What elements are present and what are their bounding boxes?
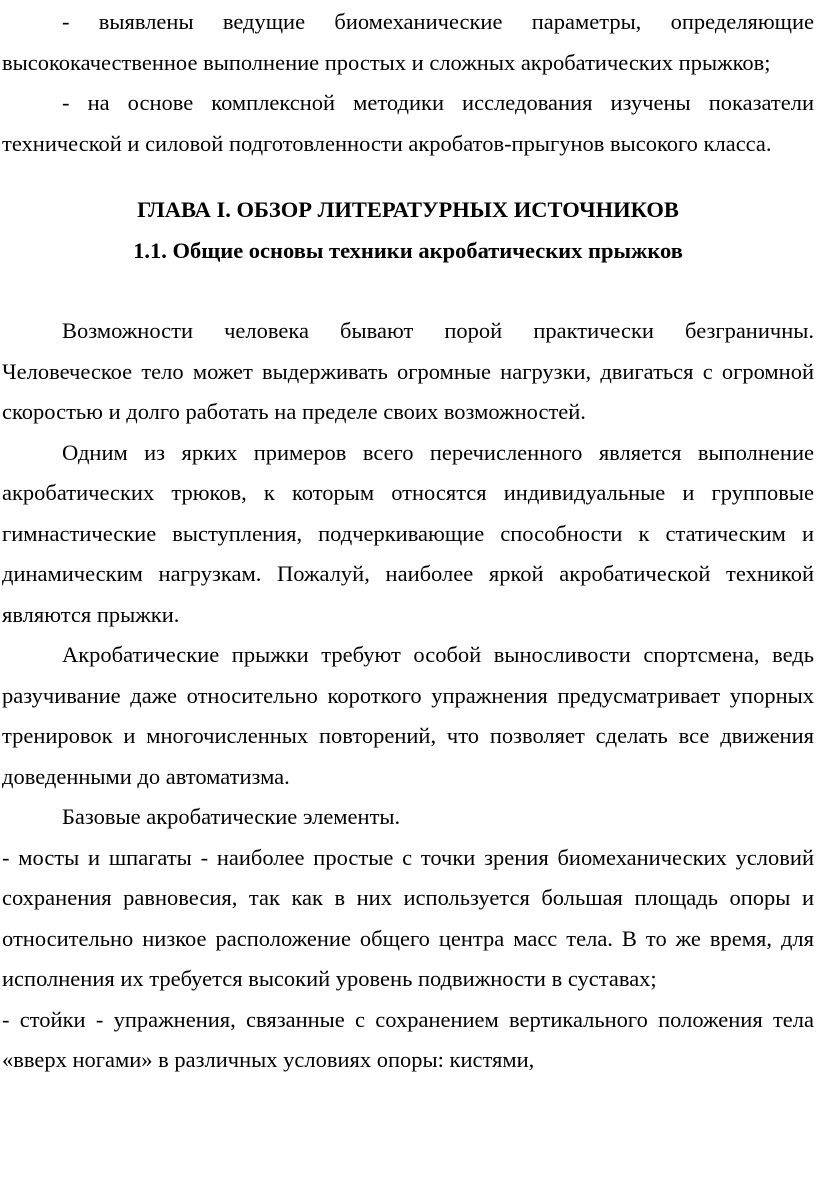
body-paragraph-3: Акробатические прыжки требуют особой выносливости спортсмена, ведь разучивание даже относительно короткого упражнения предусматривает упорных тренировок и многочисленных повторений, что позволяет сделать все движения доведенными до автоматизма. (2, 642, 814, 789)
chapter-title: ГЛАВА I. ОБЗОР ЛИТЕРАТУРНЫХ ИСТОЧНИКОВ (137, 197, 679, 222)
intro-item-1: - выявлены ведущие биомеханические параметры, определяющие высококачественное выполнение простых и сложных акробатических прыжков; (2, 9, 814, 75)
element-item-2: - стойки - упражнения, связанные с сохранением вертикального положения тела «вверх ногами» в различных условиях опоры: кистями, (2, 1006, 814, 1072)
body-paragraph-1: Возможности человека бывают порой практически безграничны. Человеческое тело может выдерживать огромные нагрузки, двигаться с огромной скоростью и долго работать на пределе своих возможностей. (2, 318, 814, 424)
element-item-1: - мосты и шпагаты - наиболее простые с точки зрения биомеханических условий сохранения равновесия, так как в них используется большая площадь опоры и относительно низкое расположение общего центра масс тела. В то же время, для исполнения их требуется высокий уровень подвижности в суставах; (2, 844, 814, 991)
body-paragraph-2: Одним из ярких примеров всего перечисленного является выполнение акробатических трюков, к которым относятся индивидуальные и групповые гимнастические выступления, подчеркивающие способности к статическим и динамическим нагрузкам. Пожалуй, наиболее яркой акробатической техникой являются прыжки. (2, 439, 814, 627)
body-paragraph-4: Базовые акробатические элементы. (62, 804, 401, 829)
intro-item-2: - на основе комплексной методики исследования изучены показатели технической и силовой подготовленности акробатов-прыгунов высокого класса. (2, 90, 814, 156)
section-title: 1.1. Общие основы техники акробатических прыжков (133, 237, 683, 263)
